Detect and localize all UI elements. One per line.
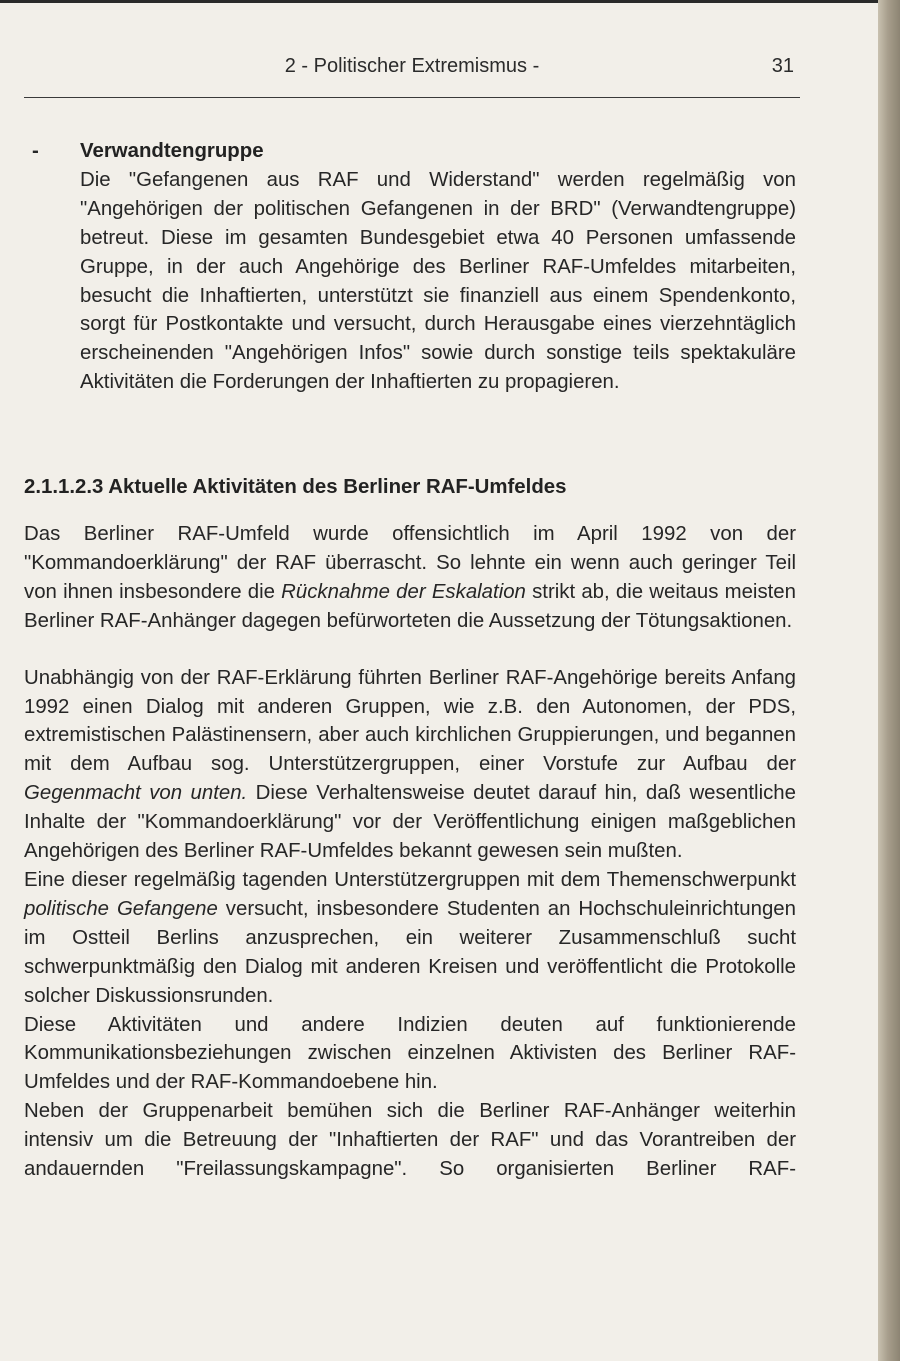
- header-rule: [24, 97, 800, 98]
- paragraph-3: [24, 866, 796, 1011]
- book-binding-edge: [878, 0, 900, 1361]
- running-header: [24, 55, 800, 85]
- subsection-paragraph: Die "Gefangenen aus RAF und Widerstand" werden regelmäßig von "Angehörigen der politischen Gefangenen in der BRD" (Verwandtengruppe) betreut. Diese im gesamten Bundesgebiet etwa 40 Personen umfassende Gruppe, in der auch Angehörige des Berliner RAF-Umfeldes mitarbeiten, besucht die Inhaftierten, unterstützt sie finanziell aus einem Spendenkonto, sorgt für Postkontakte und versucht, durch Herausgabe eines vierzehntäglich erscheinenden "Angehörigen Infos" sowie durch sonstige teils spektakuläre Aktivitäten die Forderungen der Inhaftierten zu propagieren.: [80, 168, 796, 394]
- paragraph-3-emphasis: politische Gefangene: [24, 897, 218, 920]
- running-title: 2 - Politischer Extremismus -: [284, 55, 540, 77]
- paragraph-1-text-b: strikt ab, die weitaus meisten Berliner RAF-Anhänger dagegen befürworteten die Aussetzung der Tötungsaktionen.: [24, 580, 796, 632]
- paragraph-4: Diese Aktivitäten und andere Indizien deuten auf funktionierende Kommunikationsbeziehungen zwischen einzelnen Aktivisten des Berliner RAF-Umfeldes und der RAF-Kommandoebene hin.: [24, 1013, 796, 1094]
- paragraph-3-text-a: Eine dieser regelmäßig tagenden Unterstützergruppen mit dem Themenschwerpunkt: [24, 868, 796, 891]
- paragraph-1-emphasis: Rücknahme der Eskalation: [281, 580, 526, 603]
- paragraph-2-text-b: Diese Verhaltensweise deutet darauf hin, daß wesentliche Inhalte der "Kommandoerklärung" vor der Veröffentlichung einigen maßgeblichen Angehörigen des Berliner RAF-Umfeldes bekannt gewesen sein mußten.: [24, 782, 796, 863]
- paragraph-1: [24, 520, 796, 636]
- paragraph-2: [24, 664, 796, 866]
- paragraph-1-text-a: Das Berliner RAF-Umfeld wurde offensichtlich im April 1992 von der "Kommandoerklärung" der RAF überrascht. So lehnte ein wenn auch geringer Teil von ihnen insbesondere die: [24, 523, 796, 603]
- paragraph-2-emphasis: Gegenmacht von unten.: [24, 782, 248, 805]
- paragraph-3-text-b: versucht, insbesondere Studenten an Hochschuleinrichtungen im Ostteil Berlins anzusprechen, ein weiterer Zusammenschluß sucht schwerpunktmäßig den Dialog mit anderen Kreisen und veröffentlicht die Protokolle solcher Diskussionsrunden.: [24, 897, 796, 1007]
- section-title: Aktuelle Aktivitäten des Berliner RAF-Umfeldes: [108, 476, 567, 498]
- paragraph-5: Neben der Gruppenarbeit bemühen sich die Berliner RAF-Anhänger weiterhin intensiv um die Betreuung der "Inhaftierten der RAF" und das Vorantreiben der andauernden "Freilassungskampagne". So organisierten Berliner RAF-: [24, 1100, 796, 1181]
- subsection-verwandtengruppe: [32, 137, 796, 397]
- section-heading: [24, 473, 800, 501]
- bullet-marker: -: [32, 140, 39, 162]
- subsection-heading: Verwandtengruppe: [80, 140, 264, 162]
- page-number: 31: [771, 55, 794, 77]
- section-number: 2.1.1.2.3: [24, 476, 104, 498]
- paragraph-2-text-a: Unabhängig von der RAF-Erklärung führten Berliner RAF-Angehörige bereits Anfang 1992 einen Dialog mit anderen Gruppen, wie z.B. den Autonomen, der PDS, extremistischen Palästinensern, aber auch kirchlichen Gruppierungen, und begannen mit dem Aufbau sog. Unterstützergruppen, einer Vorstufe zur Aufbau der: [24, 666, 796, 776]
- section-body: [24, 520, 796, 1184]
